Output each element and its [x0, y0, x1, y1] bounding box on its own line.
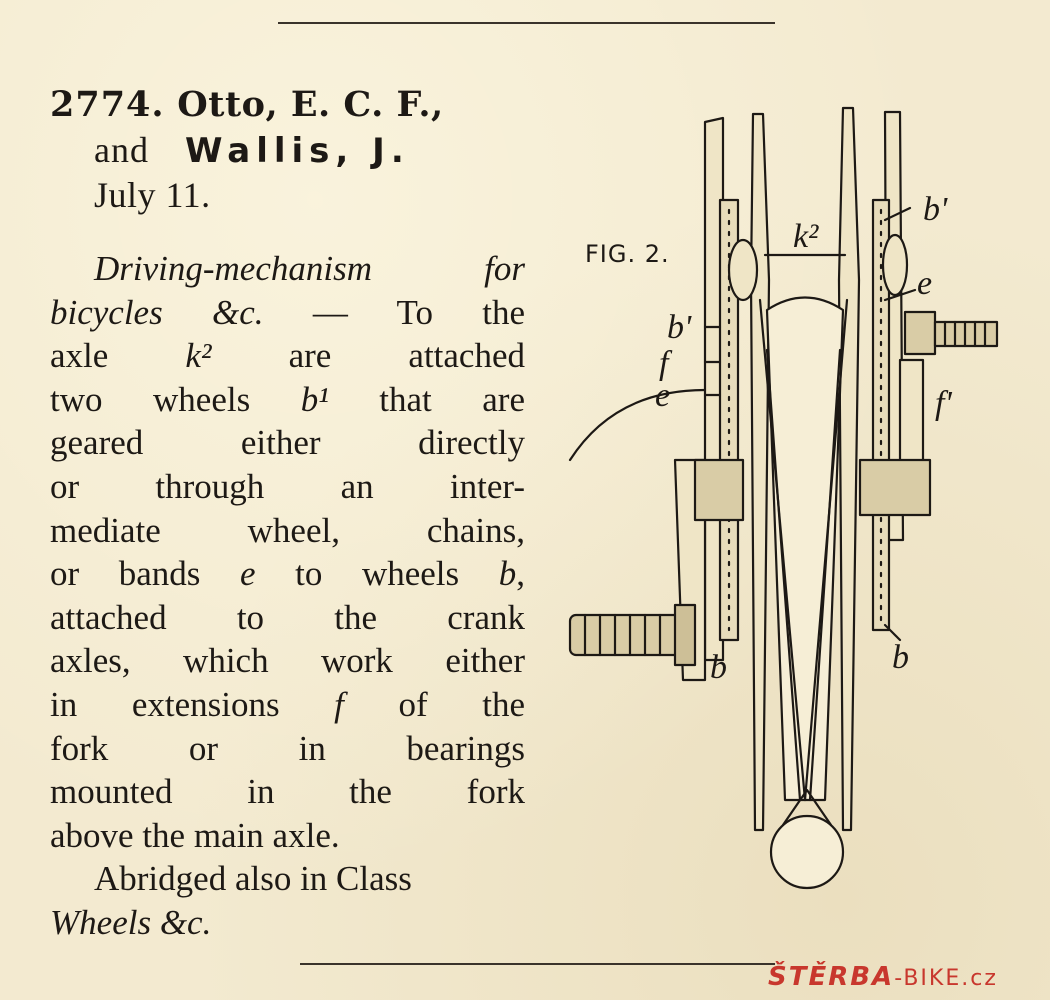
- chain-band: [570, 390, 705, 460]
- inventor-1: Otto, E. C. F.,: [177, 84, 444, 125]
- abstract-text-segment: Driving-mechanism for: [94, 249, 525, 288]
- abstract-line: [50, 378, 525, 422]
- date-text: July 11.: [94, 175, 211, 215]
- abstract-line: [50, 334, 525, 378]
- abstract-line: [50, 814, 525, 858]
- label-b1-right: b': [923, 191, 948, 228]
- abstract-line: [50, 770, 525, 814]
- abstract-line: [50, 291, 525, 335]
- left-pedal-nut: [675, 605, 695, 665]
- abstract-text-segment: b¹: [300, 379, 329, 419]
- abstract-text-segment: ,: [516, 554, 525, 594]
- abstract-line: [50, 596, 525, 640]
- abstract-line: [50, 509, 525, 553]
- label-f-left: f: [659, 345, 669, 382]
- inventor-2: Wallis, J.: [184, 131, 410, 171]
- abstract-line: [50, 465, 525, 509]
- left-crank-hub: [695, 460, 743, 520]
- abstract-text-segment: k²: [185, 336, 212, 376]
- abridged-note: [50, 857, 525, 944]
- hub-left: [729, 240, 757, 300]
- wheel-rim-left: [751, 114, 769, 830]
- right-axle-stub: [905, 312, 935, 354]
- main-frame: [767, 298, 843, 801]
- watermark-brand: ŠTĚRBA: [768, 962, 895, 992]
- abstract-text-segment: axle: [50, 336, 186, 376]
- abstract-text-segment: are attached: [211, 336, 526, 376]
- abstract-text-segment: in extensions: [50, 684, 335, 724]
- abstract-text-segment: of the: [343, 684, 525, 724]
- bottom-rule: [300, 963, 775, 965]
- inventor-line-2: [50, 128, 525, 173]
- abridged-line-2: Wheels &c.: [50, 902, 212, 942]
- hub-right: [883, 235, 907, 295]
- wheel-rim-right: [839, 108, 859, 830]
- abstract-text-segment: above the main axle.: [50, 815, 340, 855]
- abstract-text-segment: or through an inter-: [50, 466, 525, 506]
- abstract-line: [50, 683, 525, 727]
- label-b-right: b: [892, 639, 909, 676]
- abstract-text-segment: mediate wheel, chains,: [50, 510, 525, 550]
- abstract-line: [50, 727, 525, 771]
- abstract-text-segment: bicycles &c.: [50, 292, 264, 332]
- abstract-text-segment: two wheels: [50, 379, 301, 419]
- abstract-text-segment: that are: [328, 379, 525, 419]
- patent-heading: [50, 82, 525, 128]
- abstract-line: [50, 552, 525, 596]
- patent-date: [50, 173, 525, 217]
- label-k2: k²: [793, 218, 819, 255]
- abstract-text-segment: or bands: [50, 554, 240, 594]
- figure-label: FIG. 2.: [585, 240, 670, 268]
- site-watermark: [768, 962, 998, 992]
- left-pedal-axle: [570, 615, 680, 655]
- label-f1-right: f': [935, 385, 952, 422]
- abstract-text-segment: e: [240, 554, 256, 594]
- abstract-line: [50, 247, 525, 291]
- abstract-text-segment: — To the: [263, 292, 526, 332]
- abstract-text-segment: b: [498, 554, 517, 594]
- label-b1-left: b': [667, 309, 692, 346]
- driving-mechanism-figure: [555, 100, 1015, 900]
- abstract-text-segment: fork or in bearings: [50, 728, 525, 768]
- abridged-line-1: Abridged also in Class: [94, 859, 412, 899]
- bottom-wheel: [771, 816, 843, 888]
- abstract-text-segment: f: [334, 684, 344, 724]
- abstract-body: [50, 247, 525, 857]
- watermark-suffix: -BIKE.cz: [894, 966, 998, 991]
- label-e-left: e: [655, 377, 671, 414]
- leader-b-right: [885, 625, 900, 640]
- abstract-text-segment: mounted in the fork: [50, 772, 525, 812]
- label-b-left: b: [710, 649, 727, 686]
- patent-number: 2774.: [50, 84, 165, 125]
- top-rule: [278, 22, 775, 24]
- patent-abstract: [50, 82, 525, 945]
- abstract-text-segment: axles, which work either: [50, 641, 525, 681]
- abstract-text-segment: attached to the crank: [50, 597, 525, 637]
- abstract-line: [50, 639, 525, 683]
- abstract-line: [50, 421, 525, 465]
- label-e-right: e: [917, 265, 933, 302]
- abstract-text-segment: geared either directly: [50, 423, 525, 463]
- abstract-text-segment: to wheels: [255, 554, 499, 594]
- conjunction: and: [94, 130, 149, 170]
- right-lower-hub: [860, 460, 930, 515]
